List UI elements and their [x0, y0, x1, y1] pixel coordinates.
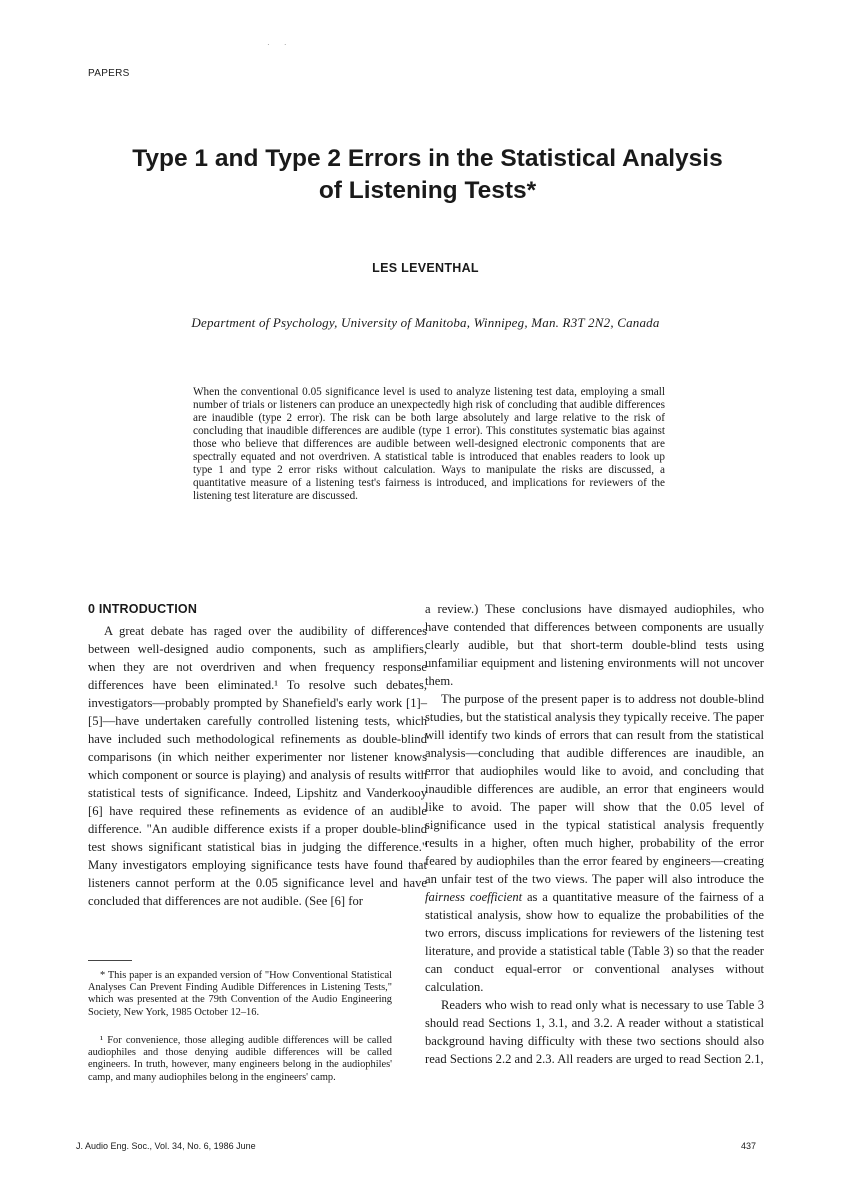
- intro-paragraph-2: [425, 690, 764, 996]
- intro-paragraph-1: A great debate has raged over the audibility of differences between well-designed audio components, such as amplifiers, when they are not overdriven and when frequency response differences have been eliminated.¹ To resolve such debates, investigators—probably prompted by Shanefield's early work [1]–[5]—have undertaken carefully controlled listening tests, which have included such methodological refinements as double-blind comparisons (in which neither experimenter nor listener knows which component or source is playing) and analysis of results with statistical tests of significance. Indeed, Lipshitz and Vanderkooy [6] have required these refinements as evidence of an audible difference. "An audible difference exists if a proper double-blind test shows significant statistical bias in judging the difference." Many investigators employing significance tests have found that listeners cannot perform at the 0.05 significance level and have concluded that differences are not audible. (See [6] for: [88, 624, 427, 908]
- author-affiliation: Department of Psychology, University of Manitoba, Winnipeg, Man. R3T 2N2, Canada: [191, 315, 660, 330]
- title-line-2: of Listening Tests*: [318, 177, 537, 204]
- author-name: LES LEVENTHAL: [372, 261, 479, 275]
- fairness-coefficient-term: fairness coefficient: [425, 890, 523, 904]
- title-line-1: Type 1 and Type 2 Errors in the Statistical Analysis: [132, 145, 723, 172]
- footnote-1: [88, 970, 392, 1019]
- footnote-2-text: ¹ For convenience, those alleging audible differences will be called audiophiles and those denying audible differences will be called engineers. In truth, however, many engineers belong in the audiophiles' camp, and many audiophiles belong in the engineers' camp.: [88, 1035, 392, 1083]
- abstract: When the conventional 0.05 significance level is used to analyze listening test data, employing a small number of trials or listeners can produce an unexpectedly high risk of concluding that audible differences are inaudible (type 2 error). The risk can be both large absolutely and large relative to the risk of concluding that inaudible differences are audible (type 1 error). This constitutes systematic bias against those who believe that differences are audible between well-designed electronic components that are spectrally equated and not overdriven. A statistical table is introduced that enables readers to look up type 1 and type 2 error risks without calculation. Ways to manipulate the risks are discussed, a quantitative measure of a listening test's fairness is introduced, and implications for reviewers of the listening test literature are discussed.: [193, 386, 665, 502]
- section-heading: 0 INTRODUCTION: [88, 602, 198, 616]
- para2-text-a: The purpose of the present paper is to address not double-blind studies, but the statistical analysis they typically receive. The paper will identify two kinds of errors that can result from the statistical analysis—concluding that audible differences are inaudible, an error that audiophiles would like to avoid, and concluding that inaudible differences are audible, an error that engineers would like to avoid. The paper will show that the 0.05 level of significance used in the typical statistical analysis frequently results in a higher, often much higher, probability of the error feared by audiophiles than the error feared by engineers—creating an unfair test of the two views. The paper will also introduce the: [425, 692, 764, 886]
- para2-text-b: as a quantitative measure of the fairness of a statistical analysis, show how to equalize the probabilities of the two errors, discuss implications for reviewers of the listening test literature, and provide a statistical table (Table 3) so that the reader can conduct equal-error or conventional analyses without calculation.: [425, 890, 764, 994]
- page-number: 437: [741, 1141, 757, 1151]
- journal-citation: J. Audio Eng. Soc., Vol. 34, No. 6, 1986 June: [76, 1141, 256, 1151]
- footnote-1-text: * This paper is an expanded version of "How Conventional Statistical Analyses Can Prevent Finding Audible Differences in Listening Tests," which was presented at the 79th Convention of the Audio Engineering Society, New York, 1985 October 12–16.: [88, 970, 392, 1018]
- section-label: PAPERS: [88, 68, 130, 79]
- left-column: [88, 600, 427, 910]
- intro-paragraph-3: Readers who wish to read only what is necessary to use Table 3 should read Sections 1, 3.1, and 3.2. A reader without a statistical background having difficulty with these two sections should also read Sections 2.2 and 2.3. All readers are urged to read Section 2.1,: [425, 998, 764, 1066]
- intro-paragraph-1-cont: a review.) These conclusions have dismayed audiophiles, who have contended that differences between components are usually clearly audible, but that short-term double-blind tests using unfamiliar equipment and listening environments will not uncover them.: [425, 602, 764, 688]
- footnote-rule: [88, 960, 132, 961]
- scan-specks: · ·: [267, 40, 293, 49]
- right-column: [425, 600, 764, 1068]
- paper-title: [60, 143, 795, 207]
- footnote-2: [88, 1035, 392, 1084]
